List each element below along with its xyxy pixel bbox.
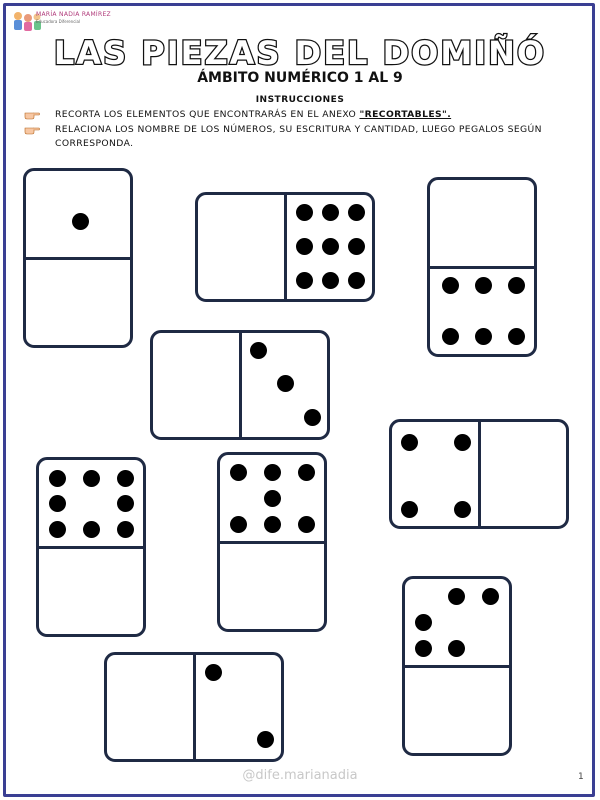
page-title: LAS PIEZAS DEL DOMIÑÓ — [53, 34, 547, 72]
domino-divider — [478, 422, 481, 526]
instruction-item-1 — [55, 108, 565, 122]
domino-pip — [508, 277, 525, 294]
domino-piece — [427, 177, 537, 357]
domino-piece — [217, 452, 327, 632]
domino-pip — [348, 238, 365, 255]
domino-piece — [402, 576, 512, 756]
domino-piece — [389, 419, 569, 529]
domino-pip — [264, 490, 281, 507]
domino-pip — [230, 464, 247, 481]
domino-pip — [304, 409, 321, 426]
domino-pip — [250, 342, 267, 359]
pointing-hand-icon — [24, 110, 40, 120]
domino-divider — [26, 257, 130, 260]
page-number: 1 — [578, 772, 584, 782]
instruction-1-text: RECORTA LOS ELEMENTOS QUE ENCONTRARÁS EN EL ANEXO — [55, 109, 357, 120]
domino-pip — [415, 614, 432, 631]
domino-pip — [83, 470, 100, 487]
domino-pip — [401, 501, 418, 518]
domino-divider — [39, 546, 143, 549]
domino-pip — [322, 272, 339, 289]
domino-pip — [401, 434, 418, 451]
domino-pip — [442, 277, 459, 294]
logo-name: MARÍA NADIA RAMÍREZ — [36, 11, 111, 18]
watermark: @dife.marianadia — [242, 768, 358, 783]
domino-pip — [49, 470, 66, 487]
domino-pip — [264, 516, 281, 533]
logo-subtitle: Educadora Diferencial — [36, 19, 81, 24]
domino-pip — [264, 464, 281, 481]
domino-divider — [284, 195, 287, 299]
domino-pip — [322, 238, 339, 255]
domino-pip — [348, 272, 365, 289]
domino-pip — [508, 328, 525, 345]
pointing-hand-icon — [24, 125, 40, 135]
domino-piece — [150, 330, 330, 440]
domino-pip — [117, 495, 134, 512]
domino-pip — [296, 204, 313, 221]
domino-piece — [104, 652, 284, 762]
domino-pip — [348, 204, 365, 221]
domino-pip — [72, 213, 89, 230]
domino-pip — [117, 521, 134, 538]
domino-pip — [296, 238, 313, 255]
domino-pip — [230, 516, 247, 533]
domino-pip — [298, 464, 315, 481]
domino-divider — [239, 333, 242, 437]
domino-divider — [405, 665, 509, 668]
domino-pip — [442, 328, 459, 345]
domino-pip — [475, 277, 492, 294]
domino-divider — [220, 541, 324, 544]
domino-pip — [257, 731, 274, 748]
domino-pip — [454, 501, 471, 518]
domino-pip — [296, 272, 313, 289]
domino-pip — [83, 521, 100, 538]
recortables-keyword: "RECORTABLES". — [359, 109, 452, 120]
domino-pip — [475, 328, 492, 345]
domino-pip — [49, 521, 66, 538]
domino-pip — [448, 588, 465, 605]
domino-pip — [277, 375, 294, 392]
instruction-item-2: RELACIONA LOS NOMBRE DE LOS NÚMEROS, SU ESCRITURA Y CANTIDAD, LUEGO PEGALOS SEGÚN CORRESPONDA. — [55, 124, 542, 149]
domino-pip — [415, 640, 432, 657]
domino-divider — [430, 266, 534, 269]
domino-pip — [454, 434, 471, 451]
domino-pip — [322, 204, 339, 221]
domino-piece — [23, 168, 133, 348]
domino-divider — [193, 655, 196, 759]
domino-pip — [49, 495, 66, 512]
instructions-heading: INSTRUCCIONES — [255, 95, 345, 105]
domino-pip — [205, 664, 222, 681]
domino-piece — [36, 457, 146, 637]
domino-pip — [298, 516, 315, 533]
domino-pip — [117, 470, 134, 487]
domino-pip — [448, 640, 465, 657]
domino-pip — [482, 588, 499, 605]
page-subtitle: ÁMBITO NUMÉRICO 1 AL 9 — [197, 70, 403, 86]
domino-piece — [195, 192, 375, 302]
